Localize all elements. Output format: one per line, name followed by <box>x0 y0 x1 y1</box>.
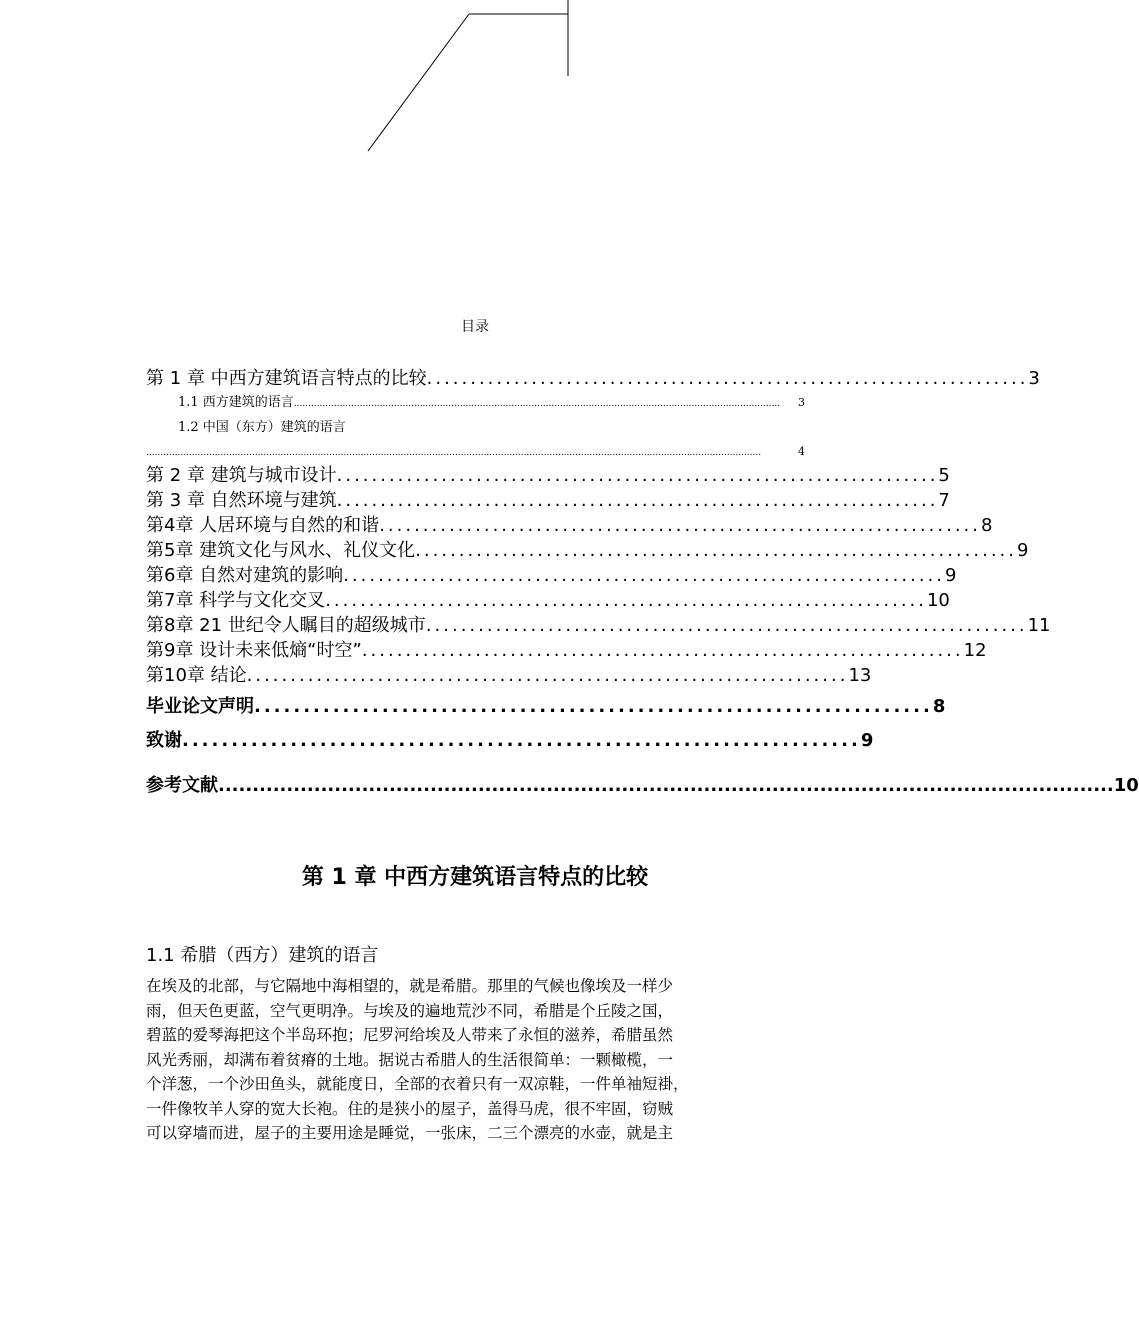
toc-leader-dots: ..................................................................... <box>425 615 1028 636</box>
body-paragraph <box>146 974 806 1146</box>
toc-leader-dots: ..................................................................... <box>343 565 945 586</box>
toc-entry-section-1-2-continuation[interactable] <box>146 441 805 463</box>
toc-entry-page: 8 <box>932 696 946 717</box>
toc-entry-page: 3 <box>798 396 805 409</box>
toc-entry-chapter-6[interactable] <box>146 563 957 588</box>
toc-entry-page: 10 <box>926 590 950 611</box>
toc-leader-dots: ....................................................................................................................................................................................................................... <box>146 448 762 458</box>
paragraph-line: 雨，但天色更蓝，空气更明净。与埃及的遍地荒沙不同，希腊是个丘陵之国， <box>146 1001 674 1020</box>
toc-entry-label: 第8章 21 世纪令人瞩目的超级城市 <box>146 615 426 636</box>
paragraph-line: 个洋葱，一个沙田鱼头，就能度日，全部的衣着只有一双凉鞋，一件单袖短褂， <box>146 1075 689 1093</box>
toc-entry-references[interactable] <box>146 758 1139 804</box>
toc-entry-label: 第 2 章 建筑与城市设计 <box>146 465 337 486</box>
toc-entry-page: 9 <box>1016 540 1029 561</box>
toc-entry-page: 9 <box>860 730 874 751</box>
toc-entry-page: 9 <box>944 565 957 586</box>
paragraph-line: 风光秀丽，却满布着贫瘠的土地。据说古希腊人的生活很简单：一颗橄榄，一 <box>146 1050 674 1069</box>
paragraph-line: 一件像牧羊人穿的宽大长袍。住的是狭小的屋子，盖得马虎，很不牢固，窃贼 <box>146 1099 674 1118</box>
toc-entry-chapter-5[interactable] <box>146 538 1029 563</box>
toc-entry-page: 7 <box>938 490 950 511</box>
toc-title: 目录 <box>461 319 489 335</box>
chapter-heading: 第 1 章 中西方建筑语言特点的比较 <box>301 865 649 890</box>
toc-entry-chapter-9[interactable] <box>146 638 987 663</box>
toc-entry-chapter-4[interactable] <box>146 513 993 538</box>
toc-entry-declaration[interactable] <box>146 690 946 724</box>
toc-entry-acknowledgements[interactable] <box>146 724 874 758</box>
toc-entry-page: 13 <box>848 665 872 686</box>
toc-entry-label: 第4章 人居环境与自然的和谐 <box>146 515 380 536</box>
toc-entry-chapter-2[interactable] <box>146 463 950 488</box>
toc-entry-page: 8 <box>980 515 993 536</box>
toc-leader-dots: ..................................................................... <box>336 490 939 511</box>
toc-entry-label: 1.2 中国（东方）建筑的语言 <box>178 420 346 435</box>
toc-leader-dots: ..................................................................... <box>415 540 1017 561</box>
toc-leader-dots: ..................................................................... <box>336 465 939 486</box>
decorative-corner-lines <box>0 0 950 160</box>
paragraph-line: 在埃及的北部，与它隔地中海相望的，就是希腊。那里的气候也像埃及一样少 <box>146 977 674 995</box>
toc-entry-section-1-1[interactable] <box>146 391 805 415</box>
toc-entry-label: 第 3 章 自然环境与建筑 <box>146 490 337 511</box>
toc-leader-dots: ................................................................................................................................... <box>218 775 1114 796</box>
table-of-contents <box>146 366 1139 804</box>
toc-entry-chapter-7[interactable] <box>146 588 950 613</box>
toc-entry-label: 第10章 结论 <box>146 665 247 686</box>
toc-leader-dots: ..................................................................... <box>379 515 981 536</box>
toc-entry-page: 12 <box>963 640 987 661</box>
section-heading: 1.1 希腊（西方）建筑的语言 <box>146 945 379 966</box>
toc-entry-label: 第5章 建筑文化与风水、礼仪文化 <box>146 540 416 561</box>
toc-entry-label: 第7章 科学与文化交叉 <box>146 590 326 611</box>
toc-entry-section-1-2[interactable] <box>146 415 805 441</box>
toc-entry-page: 11 <box>1027 615 1051 636</box>
toc-leader-dots: ..................................................................... <box>325 590 927 611</box>
toc-entry-label: 参考文献 <box>146 775 218 796</box>
toc-entry-chapter-10[interactable] <box>146 663 872 688</box>
paragraph-line: 碧蓝的爱琴海把这个半岛环抱；尼罗河给埃及人带来了永恒的滋养，希腊虽然 <box>146 1026 674 1044</box>
toc-entry-label: 第9章 设计未来低熵“时空” <box>146 640 362 661</box>
toc-leader-dots: ..................................................................... <box>246 665 849 686</box>
toc-entry-label: 毕业论文声明 <box>146 696 254 717</box>
toc-leader-dots: ..................................................................... <box>426 368 1029 389</box>
toc-leader-dots: .......................................................................................................................................................................... <box>293 399 781 409</box>
toc-entry-label: 第 1 章 中西方建筑语言特点的比较 <box>146 368 427 389</box>
toc-entry-page: 10 <box>1113 775 1139 796</box>
toc-entry-label: 致谢 <box>146 730 182 751</box>
paragraph-line: 可以穿墙而进，屋子的主要用途是睡觉，一张床，二三个漂亮的水壶，就是主 <box>146 1124 674 1142</box>
toc-entry-page: 5 <box>938 465 950 486</box>
toc-entry-chapter-1[interactable] <box>146 366 1040 391</box>
toc-entry-page: 3 <box>1028 368 1040 389</box>
toc-entry-page: 4 <box>798 445 805 458</box>
toc-entry-label: 1.1 西方建筑的语言 <box>178 395 294 410</box>
toc-entry-label: 第6章 自然对建筑的影响 <box>146 565 344 586</box>
toc-leader-dots: ..................................................................... <box>361 640 964 661</box>
toc-entry-chapter-3[interactable] <box>146 488 950 513</box>
toc-entry-chapter-8[interactable] <box>146 613 1051 638</box>
toc-leader-dots: ..................................................................... <box>254 696 933 717</box>
toc-leader-dots: ..................................................................... <box>182 730 861 751</box>
